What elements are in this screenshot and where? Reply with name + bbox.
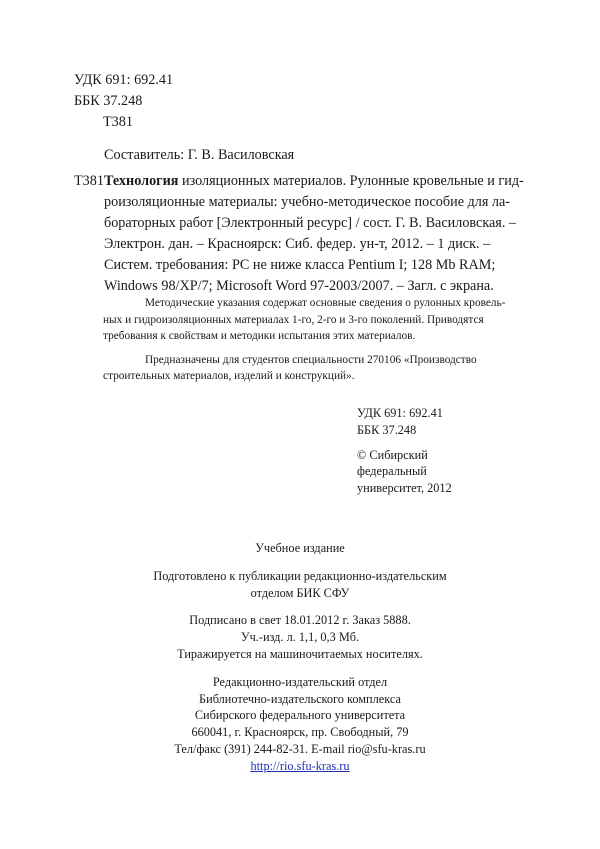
biblio-line: Windows 98/XP/7; Microsoft Word 97-2003/2007. – Загл. с экрана.: [104, 278, 494, 294]
publisher-line: Редакционно-издательский отдел: [212, 674, 388, 689]
abstract-line: требования к свойствам и методики испытания этих материалов.: [103, 330, 416, 342]
signed-line: Тиражируется на машиночитаемых носителях.: [177, 646, 423, 661]
author-mark: Т381: [103, 114, 133, 130]
copyright-line: федеральный: [357, 464, 427, 479]
biblio-author-mark: Т381: [74, 173, 104, 189]
prepared-line: отделом БИК СФУ: [250, 585, 350, 600]
abstract-line: Предназначены для студентов специальности 270106 «Производство: [145, 353, 477, 366]
biblio-line: роизоляционные материалы: учебно-методическое пособие для ла-: [104, 194, 511, 210]
biblio-line: Систем. требования: PC не ниже класса Pentium I; 128 Mb RAM;: [104, 257, 496, 273]
biblio-line: бораторных работ [Электронный ресурс] / сост. Г. В. Василовская. –: [104, 215, 517, 231]
biblio-line-1-rest: изоляционных материалов. Рулонные кровельные и гид-: [178, 173, 524, 189]
signed-line: Уч.-изд. л. 1,1, 0,3 Мб.: [240, 630, 360, 645]
bbk-code: ББК 37.248: [74, 93, 143, 109]
udk-code: УДК 691: 692.41: [74, 72, 174, 88]
copyright-line: © Сибирский: [357, 447, 428, 462]
biblio-line: Электрон. дан. – Красноярск: Сиб. федер. ун-т, 2012. – 1 диск. –: [104, 236, 491, 252]
copyright-block: [357, 405, 452, 497]
prepared-line: Подготовлено к публикации редакционно-издательским: [153, 568, 447, 583]
publisher-line: Сибирского федерального университета: [194, 708, 406, 723]
biblio-line-1: [104, 171, 544, 192]
compiler-line: Составитель: Г. В. Василовская: [104, 147, 295, 163]
bibliographic-description: [74, 171, 544, 297]
imprint: [0, 540, 600, 775]
abstract: [103, 295, 539, 385]
publisher-line: Тел/факс (391) 244-82-31. E-mail rio@sfu-kras.ru: [174, 741, 426, 756]
abstract-line: строительных материалов, изделий и конструкций».: [103, 370, 355, 382]
copyright-bbk: ББК 37.248: [357, 422, 417, 437]
publisher-line: Библиотечно-издательского комплекса: [199, 691, 401, 706]
copyright-udk: УДК 691: 692.41: [357, 406, 443, 420]
abstract-line: ных и гидроизоляционных материалах 1-го, 2-го и 3-го поколений. Приводятся: [103, 313, 484, 326]
biblio-title-bold: Технология: [104, 173, 179, 189]
copyright-line: университет, 2012: [357, 481, 452, 496]
classification-block: [74, 70, 173, 133]
publisher-website-link[interactable]: http://rio.sfu-kras.ru: [250, 758, 350, 773]
publisher-line: 660041, г. Красноярск, пр. Свободный, 79: [191, 725, 409, 740]
edition-type: Учебное издание: [255, 541, 345, 555]
abstract-line: Методические указания содержат основные сведения о рулонных кровель-: [145, 297, 506, 309]
signed-line: Подписано в свет 18.01.2012 г. Заказ 5888.: [189, 613, 411, 628]
